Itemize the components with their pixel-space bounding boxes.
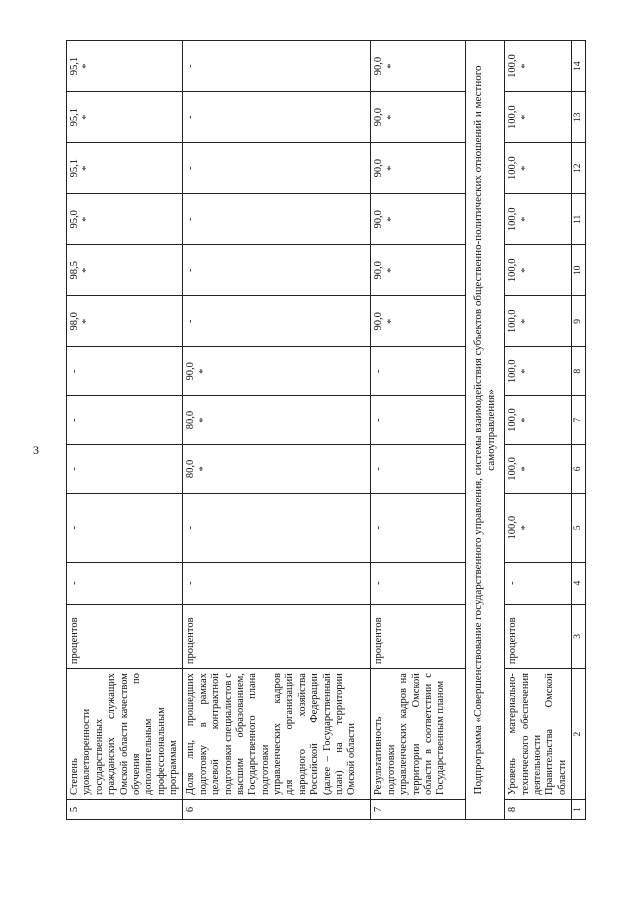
subprogram-row — [466, 41, 505, 820]
value-cell: 98,0 * — [67, 296, 183, 347]
rotated-table-sheet — [66, 40, 584, 820]
column-index-cell: 2 — [572, 669, 586, 800]
value-cell: 100,0 * — [505, 194, 572, 245]
column-index-cell: 7 — [572, 396, 586, 445]
table-row — [67, 41, 183, 820]
value-cell: 95,0 * — [67, 194, 183, 245]
unit-cell: процентов — [371, 604, 466, 668]
column-index-cell: 12 — [572, 143, 586, 194]
value-cell: 90,0 * — [371, 92, 466, 143]
column-index-cell: 1 — [572, 800, 586, 820]
value-cell: 90,0 * — [183, 347, 371, 396]
value-cell: 95,1 * — [67, 143, 183, 194]
value-cell: 100,0 * — [505, 444, 572, 493]
row-number: 6 — [183, 800, 371, 820]
value-cell: - — [67, 444, 183, 493]
column-index-cell: 14 — [572, 41, 586, 92]
value-cell: - — [371, 396, 466, 445]
value-cell: - — [183, 41, 371, 92]
value-cell: - — [505, 562, 572, 604]
table-row — [505, 41, 572, 820]
indicator-name: Уровень материально-технического обеспечения деятельности Правительства Омской области — [505, 669, 572, 800]
value-cell: 100,0 * — [505, 143, 572, 194]
value-cell: - — [183, 562, 371, 604]
value-cell: - — [183, 194, 371, 245]
value-cell: - — [67, 562, 183, 604]
unit-cell: процентов — [505, 604, 572, 668]
value-cell: - — [371, 493, 466, 562]
value-cell: - — [183, 143, 371, 194]
column-index-cell: 10 — [572, 245, 586, 296]
row-number: 8 — [505, 800, 572, 820]
value-cell: - — [183, 92, 371, 143]
value-cell: 100,0 * — [505, 347, 572, 396]
value-cell: 90,0 * — [371, 143, 466, 194]
indicators-table — [66, 40, 586, 820]
column-index-cell: 11 — [572, 194, 586, 245]
value-cell: - — [371, 347, 466, 396]
column-index-cell: 13 — [572, 92, 586, 143]
value-cell: - — [67, 347, 183, 396]
column-index-cell: 9 — [572, 296, 586, 347]
column-index-row — [572, 41, 586, 820]
page-number: 3 — [33, 443, 39, 457]
row-number: 5 — [67, 800, 183, 820]
value-cell: 90,0 * — [371, 194, 466, 245]
indicator-name: Степень удовлетворенности государственных гражданских служащих Омской области качеством обучения по дополнительным профессиональным программам — [67, 669, 183, 800]
column-index-cell: 4 — [572, 562, 586, 604]
indicator-name: Доля лиц, прошедших подготовку в рамках целевой контрактной подготовки специалистов с высшим образованием, Государственного плана подготовки управленческих кадров для организаций народного хозяйства Российской Федерации (далее – Государственный план) на территории Омской области — [183, 669, 371, 800]
value-cell: - — [371, 562, 466, 604]
table-row — [183, 41, 371, 820]
column-index-cell: 3 — [572, 604, 586, 668]
value-cell: 98,5 * — [67, 245, 183, 296]
column-index-cell: 5 — [572, 493, 586, 562]
value-cell: 100,0 * — [505, 92, 572, 143]
value-cell: 95,1 * — [67, 92, 183, 143]
subprogram-title: Подпрограмма «Совершенствование государственного управления, системы взаимодействия субъектов общественно-политических отношений и местного самоуправления» — [466, 41, 505, 820]
value-cell: 100,0 * — [505, 493, 572, 562]
value-cell: - — [183, 493, 371, 562]
value-cell: - — [67, 396, 183, 445]
unit-cell: процентов — [67, 604, 183, 668]
value-cell: 95,1 * — [67, 41, 183, 92]
value-cell: 100,0 * — [505, 296, 572, 347]
value-cell: 90,0 * — [371, 41, 466, 92]
value-cell: 80,0 * — [183, 396, 371, 445]
value-cell: 100,0 * — [505, 245, 572, 296]
value-cell: - — [67, 493, 183, 562]
value-cell: 90,0 * — [371, 245, 466, 296]
column-index-cell: 6 — [572, 444, 586, 493]
value-cell: 90,0 * — [371, 296, 466, 347]
unit-cell: процентов — [183, 604, 371, 668]
row-number: 7 — [371, 800, 466, 820]
value-cell: - — [183, 245, 371, 296]
indicator-name: Результативность подготовки управленческих кадров на территории Омской области в соответствии с Государственным планом — [371, 669, 466, 800]
value-cell: - — [371, 444, 466, 493]
column-index-cell: 8 — [572, 347, 586, 396]
value-cell: 80,0 * — [183, 444, 371, 493]
value-cell: - — [183, 296, 371, 347]
value-cell: 100,0 * — [505, 396, 572, 445]
table-row — [371, 41, 466, 820]
value-cell: 100,0 * — [505, 41, 572, 92]
